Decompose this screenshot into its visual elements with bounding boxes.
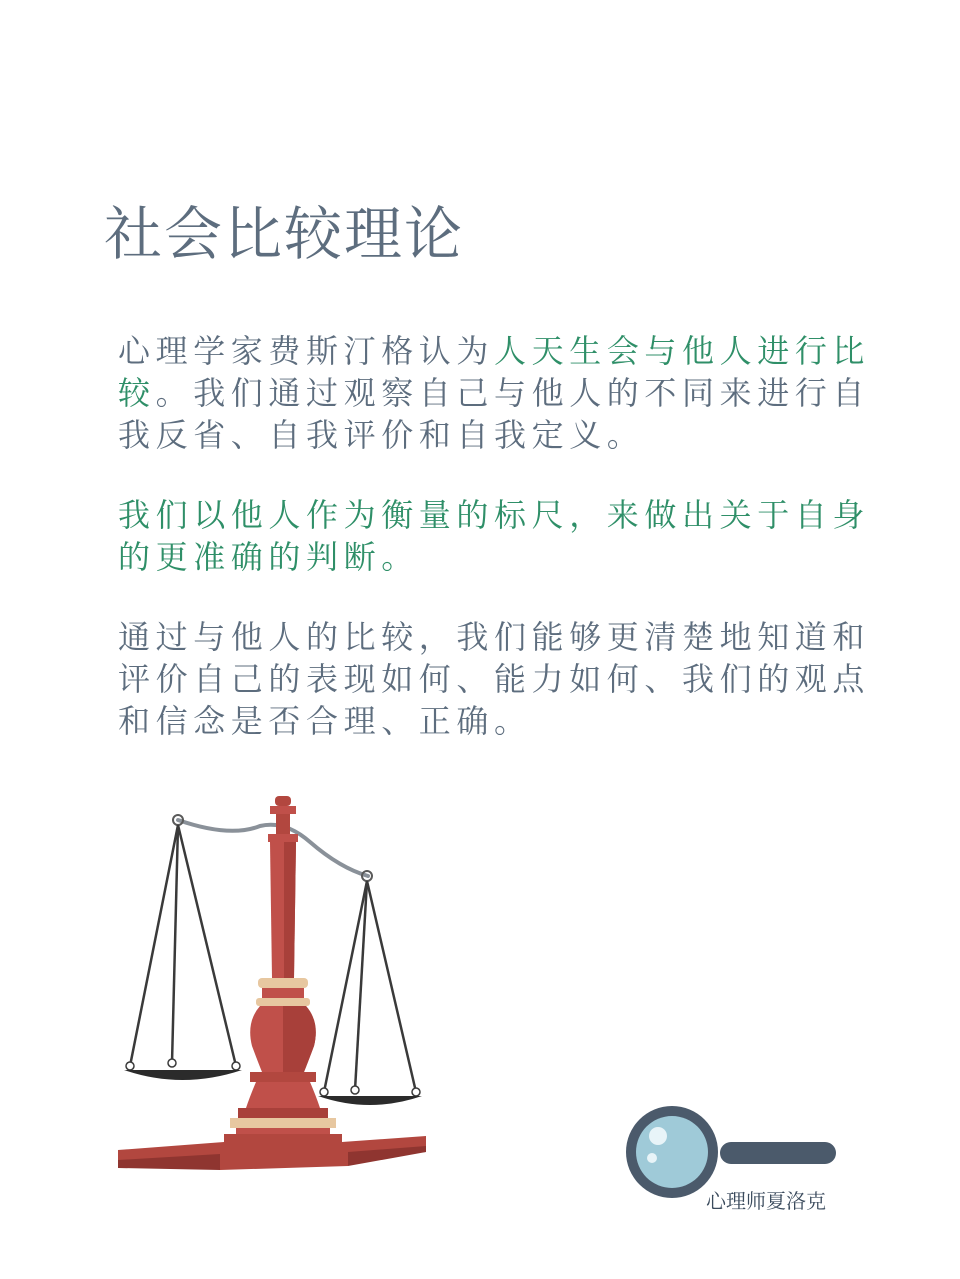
- paragraph-intro-rest: 。我们通过观察自己与他人的不同来进行自我反省、自我评价和自我定义。: [118, 374, 871, 454]
- paragraph-intro-lead: 心理学家费斯汀格认为: [118, 332, 495, 370]
- paragraph-conclusion: 通过与他人的比较，我们能够更清楚地知道和评价自己的表现如何、能力如何、我们的观点和信念是否合理、正确。: [118, 618, 871, 740]
- balance-scale-icon: [110, 790, 440, 1190]
- paragraph-intro: [118, 330, 888, 456]
- page-title: 社会比较理论: [104, 200, 465, 268]
- paragraph-intro-highlight: 人天生会与他人进行比较: [118, 332, 871, 412]
- paragraph-highlight: 我们以他人作为衡量的标尺，来做出关于自身的更准确的判断。: [118, 496, 871, 576]
- brand-name: 心理师夏洛克: [706, 1189, 826, 1213]
